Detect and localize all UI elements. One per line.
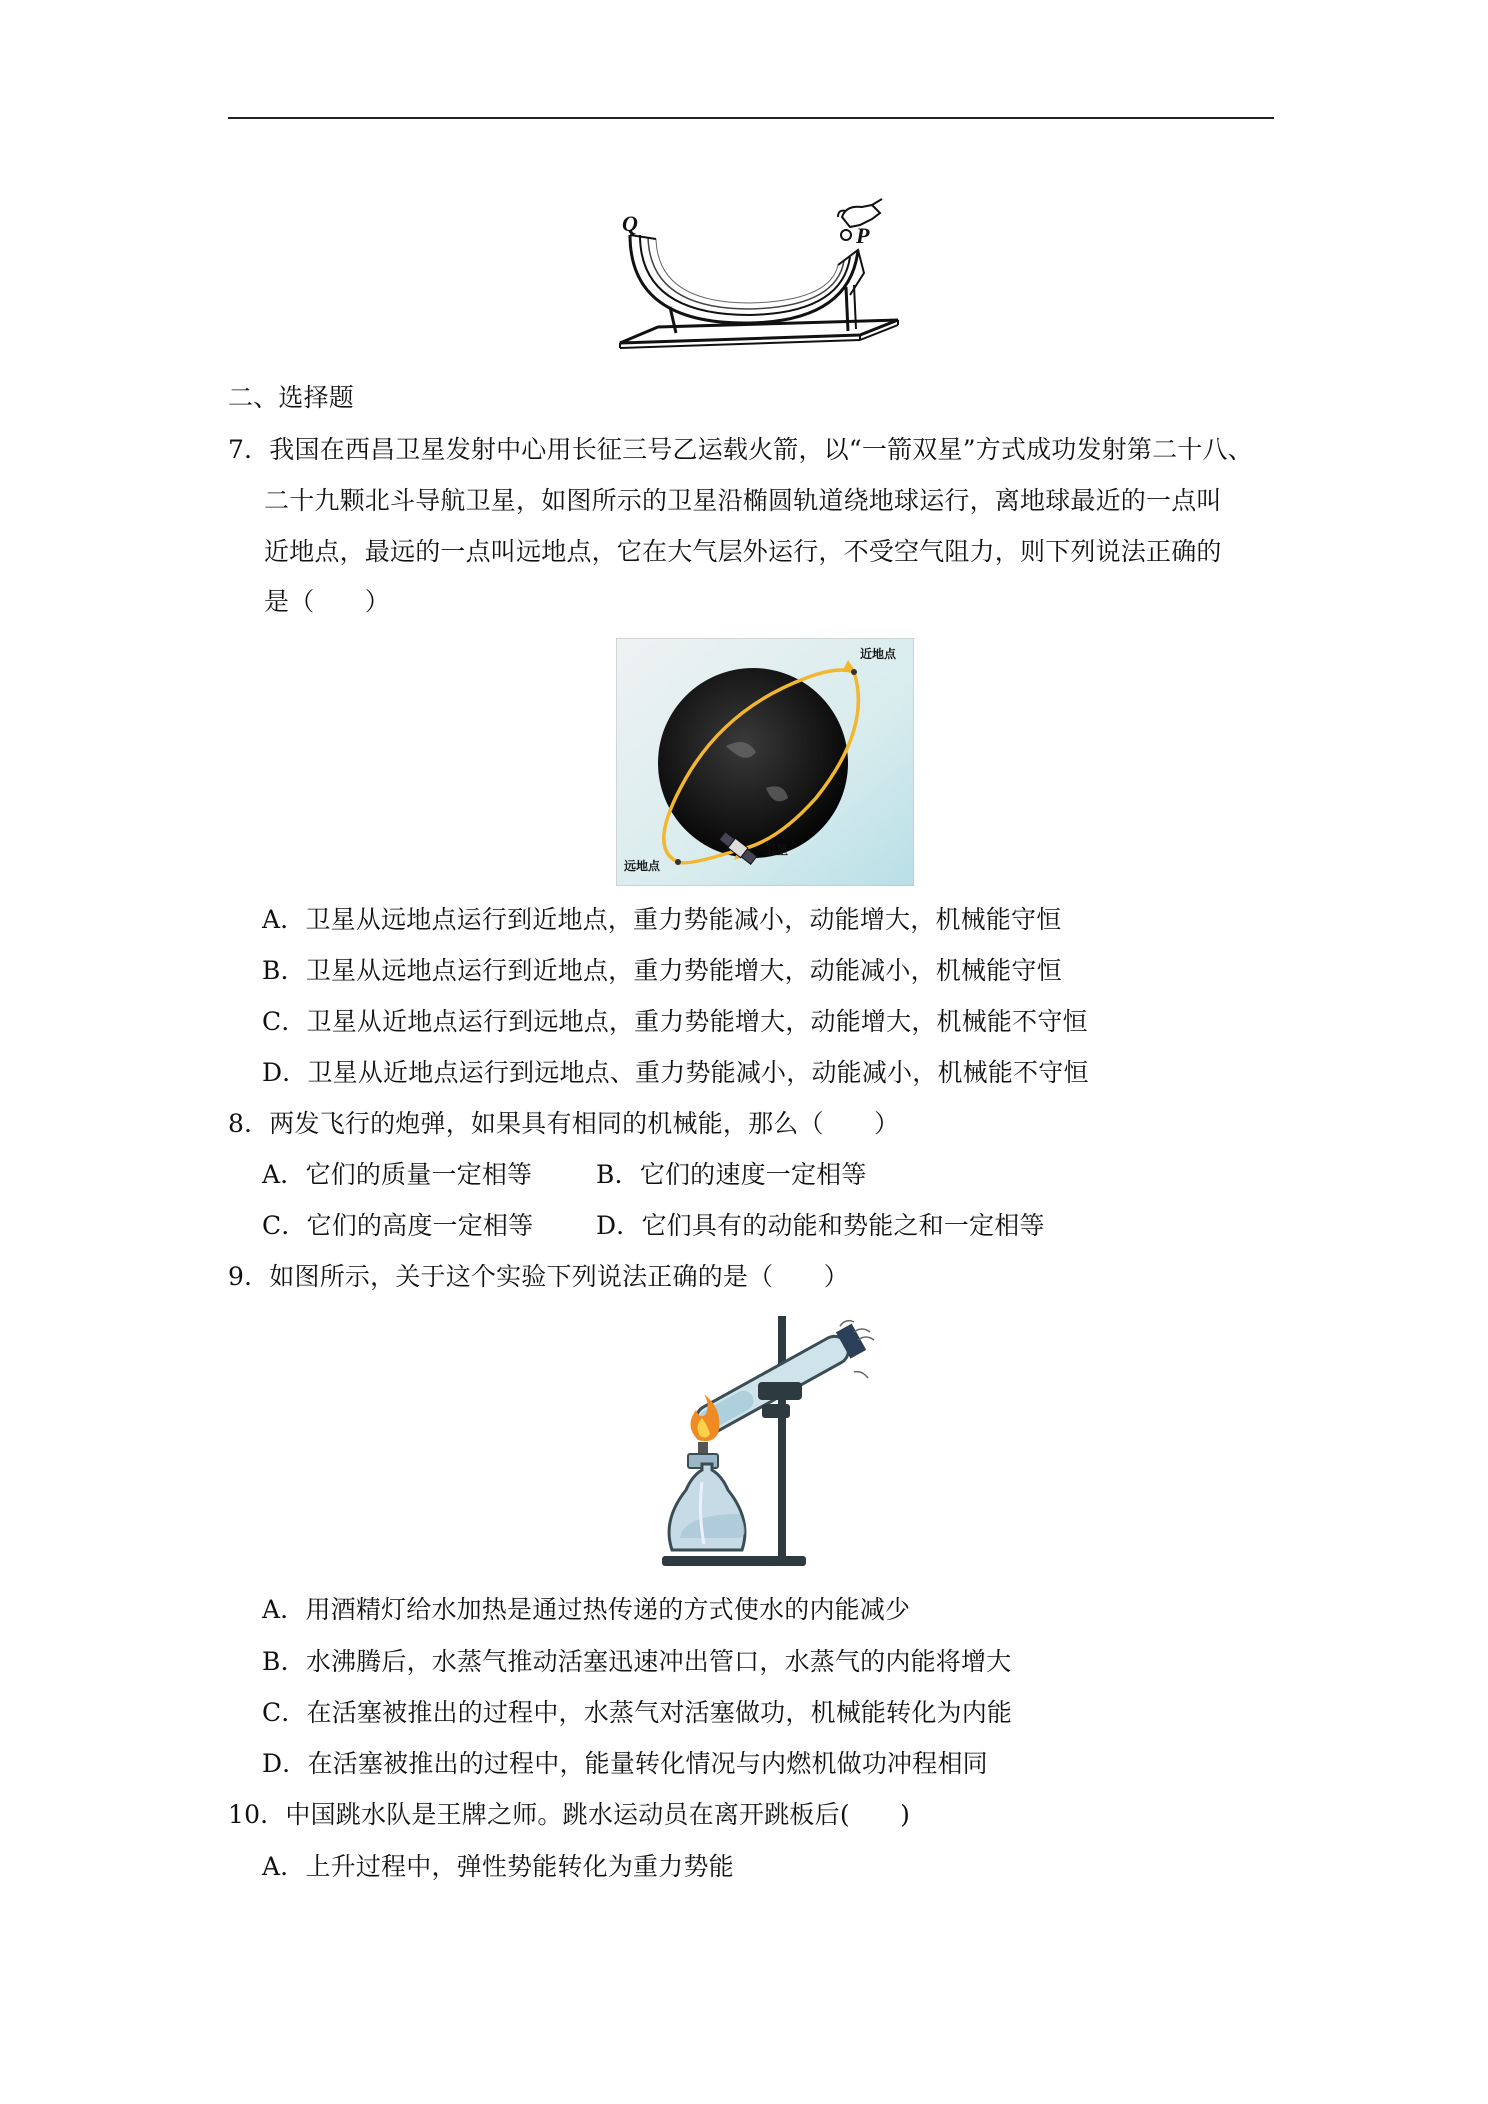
q9-option-c: C．在活塞被推出的过程中，水蒸气对活塞做功，机械能转化为内能: [262, 1698, 1013, 1727]
header-rule: [228, 117, 1274, 119]
q7-stem-line-1: 7．我国在西昌卫星发射中心用长征三号乙运载火箭，以“一箭双星”方式成功发射第二十八、: [228, 435, 1253, 464]
label-q: Q: [622, 211, 638, 236]
label-perigee: 近地点: [860, 647, 897, 661]
q9-option-b: B．水沸腾后，水蒸气推动活塞迅速冲出管口，水蒸气的内能将增大: [262, 1647, 1012, 1676]
q9-stem: 9．如图所示，关于这个实验下列说法正确的是（ ）: [228, 1262, 849, 1291]
q10-option-a: A．上升过程中，弹性势能转化为重力势能: [262, 1852, 734, 1881]
q8-option-a: A．它们的质量一定相等: [262, 1160, 533, 1189]
q8-option-b: B．它们的速度一定相等: [596, 1160, 867, 1189]
label-apogee: 远地点: [624, 859, 661, 873]
q7-stem-line-4: 是（ ）: [264, 587, 391, 616]
q7-stem-line-3: 近地点，最远的一点叫远地点，它在大气层外运行，不受空气阻力，则下列说法正确的: [264, 537, 1222, 566]
q9-option-d: D．在活塞被推出的过程中，能量转化情况与内燃机做功冲程相同: [262, 1749, 988, 1778]
q8-option-c: C．它们的高度一定相等: [262, 1211, 534, 1240]
orbit-figure: [616, 638, 914, 886]
label-p: P: [856, 223, 870, 248]
q9-option-a: A．用酒精灯给水加热是通过热传递的方式使水的内能减少: [262, 1595, 911, 1624]
q8-option-d: D．它们具有的动能和势能之和一定相等: [596, 1211, 1045, 1240]
tube-heating-figure: [658, 1312, 878, 1574]
track-figure: [610, 195, 910, 355]
q7-option-d: D．卫星从近地点运行到远地点、重力势能减小，动能减小，机械能不守恒: [262, 1058, 1089, 1087]
label-satellite: 卫星: [764, 843, 789, 857]
q8-stem: 8．两发飞行的炮弹，如果具有相同的机械能，那么（ ）: [228, 1109, 900, 1138]
q7-option-a: A．卫星从远地点运行到近地点，重力势能减小，动能增大，机械能守恒: [262, 905, 1062, 934]
q10-stem: 10．中国跳水队是王牌之师。跳水运动员在离开跳板后( ): [228, 1800, 911, 1829]
section-title: 二、选择题: [228, 383, 355, 412]
q7-option-b: B．卫星从远地点运行到近地点，重力势能增大，动能减小，机械能守恒: [262, 956, 1062, 985]
q7-option-c: C．卫星从近地点运行到远地点，重力势能增大，动能增大，机械能不守恒: [262, 1007, 1088, 1036]
q7-stem-line-2: 二十九颗北斗导航卫星，如图所示的卫星沿椭圆轨道绕地球运行，离地球最近的一点叫: [264, 486, 1222, 515]
